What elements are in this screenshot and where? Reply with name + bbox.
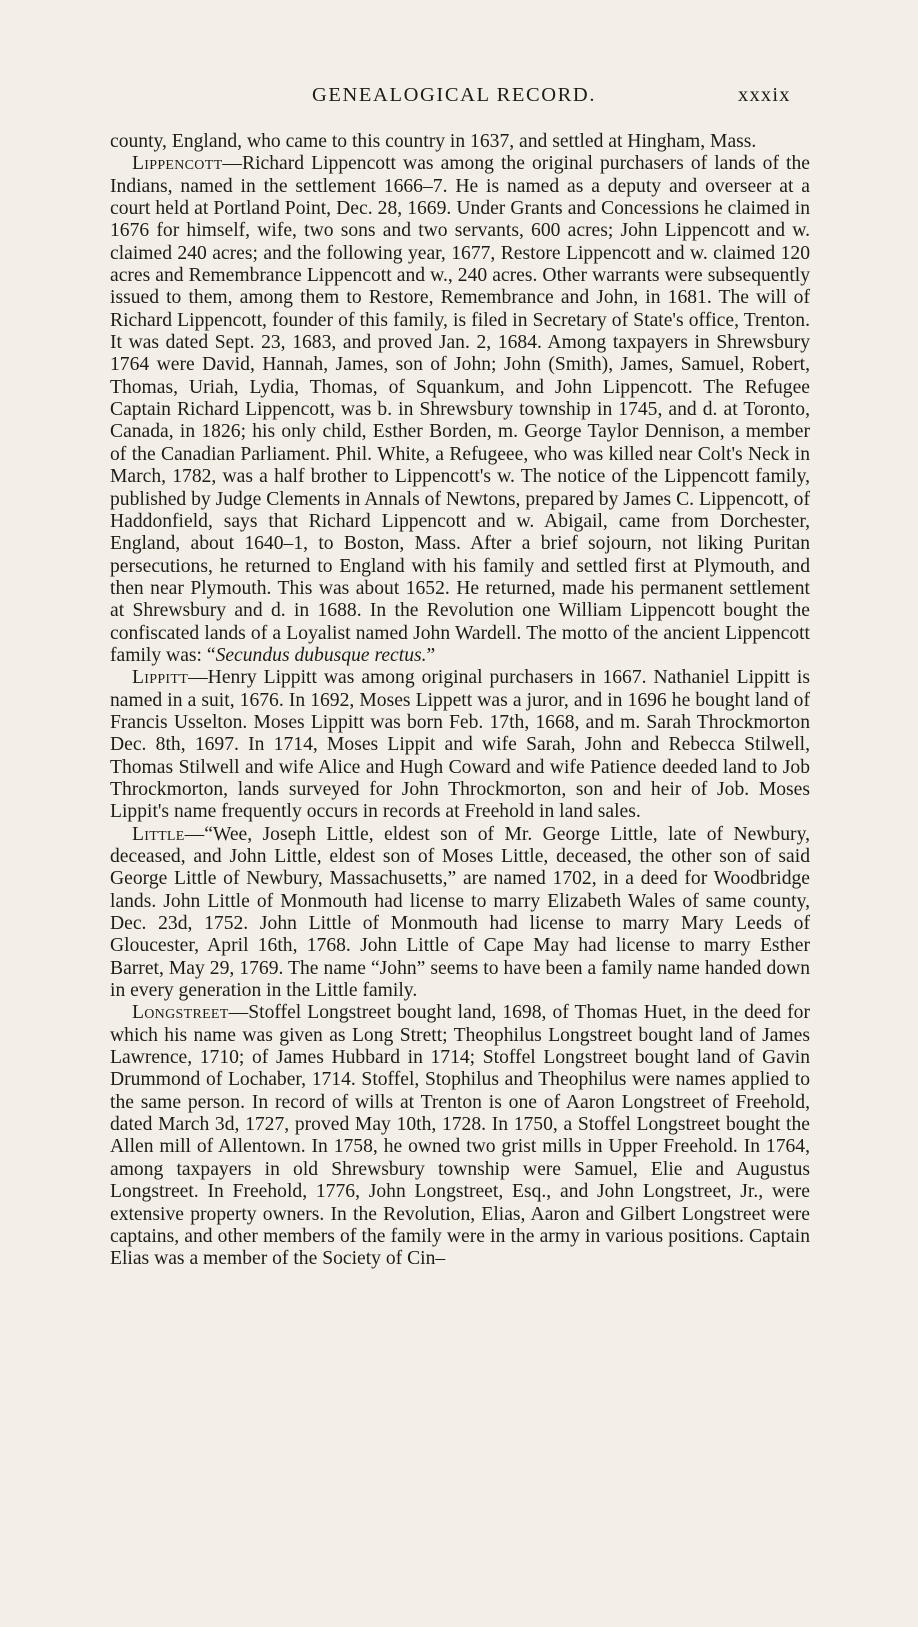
entry-surname: Lippitt <box>132 667 189 689</box>
closing-quote: ” <box>426 644 436 666</box>
paragraph-continuation <box>110 131 810 153</box>
paragraph-text: —Stoffel Longstreet bought land, 1698, of Thomas Huet, in the deed for which his name was given as Long Strett; Theophilus Longstreet bought land of James Lawrence, 1710; of James Hubbard in 1714; Stoffel Longstreet bought land of Gavin Drummond of Lochaber, 1714. Stoffel, Stophilus and Theophilus were names applied to the same person. In record of wills at Trenton is one of Aaron Longstreet of Freehold, dated March 3d, 1727, proved May 10th, 1728. In 1750, a Stoffel Longstreet bought the Allen mill of Allentown. In 1758, he owned two grist mills in Upper Freehold. In 1764, among taxpayers in old Shrewsbury township were Samuel, Elie and Augustus Longstreet. In Freehold, 1776, John Longstreet, Esq., and John Longstreet, Jr., were extensive property owners. In the Revolution, Elias, Aaron and Gilbert Longstreet were captains, and other members of the family were in the army in various positions. Captain Elias was a member of the Society of Cin– <box>110 1002 810 1270</box>
paragraph-text: —Henry Lippitt was among original purchasers in 1667. Nathaniel Lippitt is named in a suit, 1676. In 1692, Moses Lippett was a juror, and in 1696 he bought land of Francis Usselton. Moses Lippitt was born Feb. 17th, 1668, and m. Sarah Throckmorton Dec. 8th, 1697. In 1714, Moses Lippit and wife Sarah, John and Rebecca Stilwell, Thomas Stilwell and wife Alice and Hugh Coward and wife Patience deeded land to Job Throckmorton, lands surveyed for John Throckmorton, son and heir of Job. Moses Lippit's name frequently occurs in records at Freehold in land sales. <box>110 667 810 823</box>
running-head <box>0 84 918 110</box>
paragraph-text: county, England, who came to this country in 1637, and settled at Hingham, Mass. <box>110 131 757 152</box>
paragraph-lippitt <box>110 667 810 823</box>
page-number: xxxix <box>738 84 791 106</box>
family-motto: Secundus dubusque rectus. <box>215 644 427 666</box>
paragraph-text: —“Wee, Joseph Little, eldest son of Mr. George Little, late of Newbury, deceased, and John Little, eldest son of Moses Little, deceased, the other son of said George Little of Newbury, Massachusetts,” are named 1702, in a deed for Woodbridge lands. John Little of Monmouth had license to marry Elizabeth Wales of same county, Dec. 23d, 1752. John Little of Monmouth had license to marry Mary Leeds of Gloucester, April 16th, 1768. John Little of Cape May had license to marry Esther Barret, May 29, 1769. The name “John” seems to have been a family name handed down in every generation in the Little family. <box>110 823 810 1002</box>
paragraph-little <box>110 824 810 1003</box>
entry-surname: Longstreet <box>132 1002 229 1024</box>
body-text <box>110 131 810 1271</box>
paragraph-longstreet <box>110 1002 810 1270</box>
running-head-title: GENEALOGICAL RECORD. <box>312 84 597 106</box>
paragraph-lippencott <box>110 153 810 667</box>
entry-surname: Little <box>132 823 185 845</box>
paragraph-text: —Richard Lippencott was among the original purchasers of lands of the Indians, named in the settlement 1666–7. He is named as a deputy and overseer at a court held at Portland Point, Dec. 28, 1669. Under Grants and Concessions he claimed in 1676 for himself, wife, two sons and two servants, 600 acres; John Lippencott and w. claimed 240 acres; and the following year, 1677, Restore Lippencott and w. claimed 120 acres and Remembrance Lippencott and w., 240 acres. Other warrants were subsequently issued to them, among them to Restore, Remembrance and John, in 1681. The will of Richard Lippencott, founder of this family, is filed in Secretary of State's office, Trenton. It was dated Sept. 23, 1683, and proved Jan. 2, 1684. Among taxpayers in Shrewsbury 1764 were David, Hannah, James, son of John; John (Smith), James, Samuel, Robert, Thomas, Uriah, Lydia, Thomas, of Squankum, and John Lippencott. The Refugee Captain Richard Lippencott, was b. in Shrewsbury township in 1745, and d. at Toronto, Canada, in 1826; his only child, Esther Borden, m. George Taylor Dennison, a member of the Canadian Parliament. Phil. White, a Refugeee, who was killed near Colt's Neck in March, 1782, was a half brother to Lippencott's w. The notice of the Lippencott family, published by Judge Clements in Annals of Newtons, prepared by James C. Lippencott, of Haddonfield, says that Richard Lippencott and w. Abigail, came from Dorchester, England, about 1640–1, to Boston, Mass. After a brief sojourn, not liking Puritan persecutions, he returned to England with his family and settled first at Plymouth, and then near Plymouth. This was about 1652. He returned, made his permanent settlement at Shrewsbury and d. in 1688. In the Revolution one William Lippencott bought the confiscated lands of a Loyalist named John Wardell. The motto of the ancient Lippencott family was: “ <box>110 153 810 666</box>
entry-surname: Lippencott <box>132 153 223 175</box>
